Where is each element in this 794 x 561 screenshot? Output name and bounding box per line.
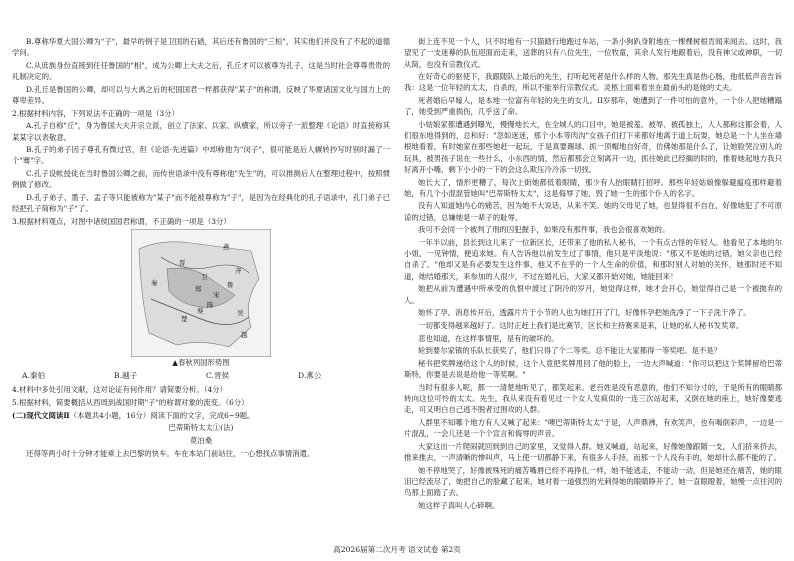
story-paragraph: 在好奇心的驱使下，我跟随队上最后的先生，打听起死者是什么样的人物。那先生真是热心肠，他低低声音告诉我：这是一位年轻的太太，自杀的，所以不能举行宗教仪式。灵柩上面乘着坐在最前头的是她的丈夫。 [404, 72, 782, 93]
story-paragraph: 她长大了，情形更糟了，每次上街她都低着眼睛，那少有人抬眼睛打招呼。那些年轻姑娘像躲避瘟疫那样避着她，有几个小混混管她叫"巴蒂斯特太太"，这是侮辱了她，毁了她一生的那个仆人的名字。 [404, 177, 782, 198]
map-label-yue: 越 [241, 331, 248, 340]
section-info: （本题共4小题，16分）阅读下面的文字，完成6~9题。 [69, 410, 255, 420]
story-title: 巴蒂斯特太太①(法) [168, 423, 234, 433]
q3-options [22, 370, 390, 381]
question-5: 5.根据材料，简要概括从西周到战国时期"子"的称谓对象的流变。（6分） [12, 398, 249, 408]
section-title: (二)现代文阅读Ⅱ [12, 410, 70, 420]
story-paragraph: 她这样子真叫人心碎啊。 [418, 500, 500, 510]
q2-option-c: C.孔子设帐授徒在当时鲁国公卿之前，而传世语录中没有尊称他"先生"的，可以推测后人在整理过程中，按照惯例做了修改。 [12, 169, 390, 190]
q3-option-a: A.秦伯 [22, 371, 46, 381]
story-paragraph: 她不停地哭了，好像被殊死的痛苦嘴唇已经不再挣扎一样，她不能逃走，不能动一动，但是她还在痛苦，她的眼泪已经流尽了，她把自己的脸藏了起来，她对着一道强烈的光刺得她的眼睛睁开了，她一直眼瞪着，她慢一点往河的鸟那上面踏了去。 [404, 465, 782, 498]
section-heading [12, 410, 390, 421]
map-label-wei: 卫 [201, 273, 208, 282]
question-3: 3.根据材料观点，对图中诸侯国国君称谓，不正确的一项是（3分） [12, 216, 231, 226]
map-label-qi: 齐 [235, 267, 242, 276]
story-paragraph: 秘书把奖牌递给这个人的时候，这个人竟把奖牌甩回了他的脸上，一边大声喊道："你可以把这个奖牌留给巴蒂斯特，你要是去说是给他一等奖啊。" [404, 358, 782, 380]
q2-option-d: D.孔子弟子、墨子、孟子等只能被称为"某子"而不能被尊称为"子"，是因为在经典化的孔子语录中，孔门弟子已经把孔子简称为"子"了。 [12, 192, 390, 214]
map-label-lu: 鲁 [227, 281, 234, 290]
map-label-jin: 晋 [179, 259, 186, 268]
q2-option-b: B.孔子的弟子因子尊孔有微过官，但《论语·先进篇》中却称他为"闵子"，很可能是后人辗转抄写时别时漏了一个"骞"字。 [12, 145, 390, 166]
story-author: 莫泊桑 [189, 435, 213, 445]
option-d: D.孔丘是鲁国的公卿，却可以与大禹之后的杞国国君一样都获得"某子"的称谓，反映了华夏诸国文化与国力上的尊卑差异。 [12, 84, 390, 106]
story-paragraph: 一年半以前，县长到这儿来了一位新区长，还带来了他的私人秘书，一个有点古怪的年轻人。他看见了本地的尔小姐，一见钟情，便追求她。有人告诉他以前发生过了事情，他只是平淡地说："那又不是她的过错，她父亲也已经自杀了。"他却又是有必要发生这件事，他又不在乎的一个人生命的价值，和那时别人对她的关怀，她那时还不知道，她结婚那天，来参加的人很少，不过在婚礼后，大家又都开始对她，她能回来！ [404, 237, 782, 281]
q3-option-b: B.越子 [114, 371, 138, 381]
map-label-qin: 秦 [151, 279, 158, 288]
map-label-song: 宋 [213, 291, 220, 300]
story-paragraph: 悲也知道，在这样事情里，是有的破坏的。 [418, 333, 559, 343]
question-2: 2.根据材料内容，下列说法不正确的一项是（3分） [12, 108, 179, 118]
story-paragraph: 她怀了孕。消息传开后，透露片片于小节的人也为她打开了门，好像怀孕把她洗净了一下子洗干净了。 [418, 308, 751, 318]
story-paragraph: 她把从前为遭遇中所承受的仇恨中渡过了阴冷的岁月，她觉得这样，她才会开心，她觉得自己是一个被抛弃的人。 [404, 284, 782, 305]
q2-option-a: A.孔子自称"丘"，身为鲁国大夫开宗立派，创立了法家、兵家、纵横家，所以旁子一派整理《论语》时直接称其某某字以表敬意。 [12, 121, 390, 142]
question-4: 4.材料中多处引用文献，这对论证有何作用？请简要分析。（4分） [12, 385, 227, 395]
q3-option-d: D.燕公 [298, 371, 322, 381]
map-label-yan: 燕 [223, 243, 230, 252]
q3-option-c: C.晋侯 [206, 371, 230, 381]
story-paragraph: 一切都变得越来越好了。这时正赶上我们是比赛节，区长和主持赛来是来，让她的私人秘书发奖章。 [418, 320, 744, 330]
story-paragraph: 街上连不见一个人，只不时地有一只猫踏行地跑过车站，一条小狗趴身附地在一棵棵树根肯闻来闻去。这时，我望见了一支迷幕的队伍迎面而走来，送葬的只有八位先生，一位牧童，其余人发行地跟着后，没有神父或神职，一切从简，也没有宗教仪式。 [404, 37, 782, 69]
story-paragraph: 我可不会同一个被判了刑的囚犯握手，如果没有那件事，我也会很喜欢她的。 [418, 225, 670, 235]
map-caption: ▲春秋列国形势图 [172, 358, 230, 368]
story-paragraph: 还得等两小时十分钟才能乘上去巴黎的快车。车在本站门前站住，一心想找点事情消遣。 [26, 448, 315, 458]
left-column [12, 36, 390, 460]
option-c: C.从庶族身份直接到任任鲁国的"相"，成为公卿上大夫之后，孔丘才可以被尊为孔子，这是当时社会尊尊贵贵的礼制决定的。 [12, 60, 390, 82]
story-paragraph: 死者婚后早嫁人，是本地一位富有年轻的先生的女儿。II岁那年，她遭到了一件可怕的意外，一个仆人把她糟蹋了，她受到严重损伤，几乎送了命。 [404, 96, 782, 117]
story-paragraph: 没有人知道她内心的痛苦，因为她不大说话，从来不笑。她的父母见了她，也显得很不自在，好像她犯了不可原谅的过错，总嫌她是一辈子的耻辱。 [404, 201, 782, 222]
map-label-chen: 陈 [207, 301, 214, 310]
spring-autumn-map [131, 229, 271, 357]
map-label-chu: 楚 [181, 315, 188, 324]
story-paragraph: 当时有很多人呢，都一一清楚地听见了，都笑起来。老百姓是没有恶意的，他们不知分寸的，于是所有的眼睛都转向这位可怜的太太。先生，我从来没有看见过一个女人发疯似的一连三次站起来，又倒在她的座上，她好像要逃走，可又明白自己逃不脱者过围攻的人群。 [404, 382, 782, 415]
story-paragraph: 轮到要尔家镇的乐队长获奖了，他们只得了个二等奖。总不能让大家都得一等奖吧。是不是？ [418, 346, 722, 356]
map-label-zheng: 郑 [195, 285, 202, 294]
map-label-cai: 蔡 [197, 307, 204, 316]
story-paragraph: 小姑娘家都遭遇到曝光，慢慢地长大，在全城人的口目中，她是被羞、被辱、被孤独上，人人都称这都会着，人们很东地得到的，总和好："忽如迷迷，那个小本等肉沟"女孩子们打下来都好地离于道上玩耍，她总是一个人坐在墙根地看着，有时她家在那些她赶一起玩，于是真要踢球、抓一顶帽地自好奇，仿佛她那是什么了，让她脸哭泣别人的玩具，被男孩子说在一些什么，小东西的情，然后都那会立刻离开一边，抓住她此已经搁的时的，推着她起地方我只好离开小嘴，剩下小小的一下的会这么欺压冷冷冻一切找。 [404, 119, 782, 174]
right-column [404, 36, 782, 512]
story-paragraph: 大家这出一片爬闹就回到到自己的家里，又觉得人群。她又喊道，站起来，好像她像跟随一支，人们挤来挤去，推来推去，一声清晰的惨叫声，马上使一切都静下来，有很多人手持，而那一个人没有手的，她却什么都不能的了。 [404, 441, 782, 462]
page-footer: 高2026届第二次月考 语文试卷 第2页 [333, 545, 461, 554]
story-paragraph: 人群里不知哪个地方有人又喊了起来："噢巴蒂斯特太太"于是，人声鼎沸，有欢笑声，也有喝倒彩声，一边是一片混乱，一会儿还是一个个宣言和侮辱的声音。 [404, 417, 782, 439]
map-label-wu: 吴 [237, 309, 244, 318]
option-b: B.尊称华夏大国公卿为"子"，最早的例子是卫国的石碏，其后还有鲁国的"三桓"，其实他们并没有了不起的道德学问。 [12, 37, 390, 58]
